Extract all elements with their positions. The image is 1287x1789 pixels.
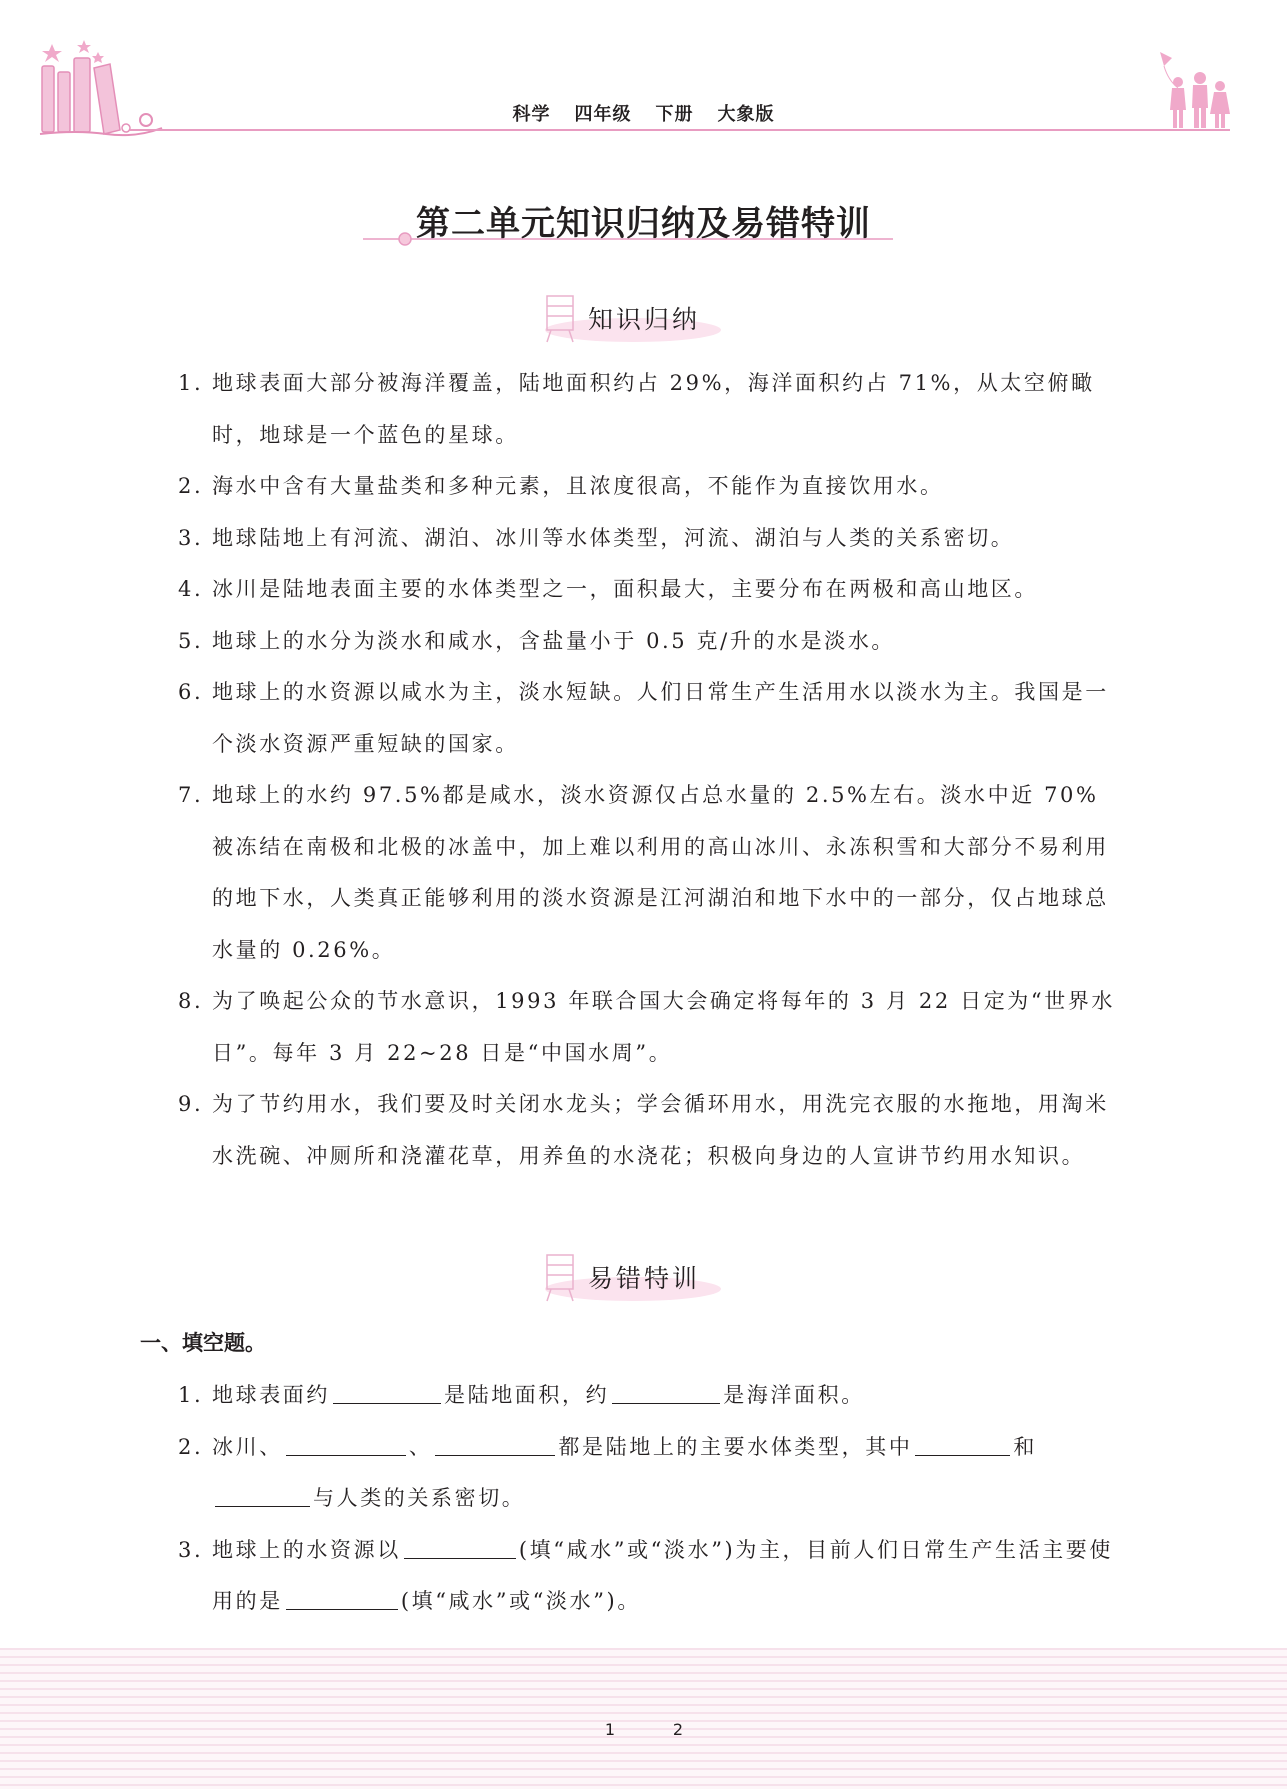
- item-number: 1.: [178, 371, 204, 395]
- item-number: 3.: [178, 525, 204, 550]
- answer-blank[interactable]: [915, 1433, 1010, 1456]
- page-number-right: 2: [672, 1720, 684, 1739]
- question-text: 、: [408, 1434, 433, 1459]
- practice-heading-block: [0, 1249, 1287, 1309]
- practice-heading: 易错特训: [588, 1264, 701, 1293]
- question-item: [178, 1422, 1118, 1525]
- list-item: [178, 564, 1118, 616]
- question-number: 3.: [178, 1537, 204, 1562]
- header-grade: 四年级: [574, 104, 632, 125]
- item-text: 地球表面大部分被海洋覆盖，陆地面积约占 29%，海洋面积约占 71%，从太空俯瞰时，地球是一个蓝色的星球。: [212, 371, 1095, 447]
- item-text: 为了唤起公众的节水意识，1993 年联合国大会确定将每年的 3 月 22 日定为“世界水日”。每年 3 月 22~28 日是“中国水周”。: [212, 989, 1116, 1065]
- item-number: 2.: [178, 474, 204, 498]
- title-underline: [363, 232, 893, 246]
- question-text: 是陆地面积，约: [444, 1383, 610, 1407]
- knowledge-list: [178, 358, 1118, 1182]
- question-number: 1.: [178, 1383, 204, 1407]
- page-header: [0, 0, 1287, 160]
- question-text: 地球表面约: [212, 1383, 330, 1407]
- question-text: (填“咸水”或“淡水”)。: [400, 1589, 641, 1613]
- practice-list: [178, 1370, 1118, 1628]
- item-number: 8.: [178, 989, 204, 1013]
- answer-blank[interactable]: [404, 1536, 516, 1559]
- list-item: [178, 770, 1118, 976]
- answer-blank[interactable]: [333, 1381, 441, 1404]
- answer-blank[interactable]: [286, 1433, 406, 1456]
- question-text: 地球上的水资源以: [212, 1537, 401, 1562]
- item-text: 冰川是陆地表面主要的水体类型之一，面积最大，主要分布在两极和高山地区。: [212, 577, 1038, 601]
- answer-blank[interactable]: [215, 1484, 310, 1507]
- item-number: 7.: [178, 783, 204, 807]
- list-item: [178, 616, 1118, 668]
- part-title: 一、填空题。: [140, 1331, 266, 1355]
- books-logo-icon: [36, 38, 166, 148]
- question-text: 冰川、: [212, 1434, 283, 1459]
- item-text: 地球上的水约 97.5%都是咸水，淡水资源仅占总水量的 2.5%左右。淡水中近 70%被冻结在南极和北极的冰盖中，加上难以利用的高山冰川、永冻积雪和大部分不易利用的地下水，人类真正能够利用的淡水资源是江河湖泊和地下水中的一部分，仅占地球总水量的 0.26%。: [212, 783, 1109, 962]
- page-number-left: 1: [604, 1720, 616, 1739]
- question-text: 和: [1013, 1434, 1038, 1459]
- question-text: 都是陆地上的主要水体类型，其中: [558, 1434, 913, 1459]
- header-divider: [130, 129, 1230, 131]
- list-item: [178, 976, 1118, 1079]
- children-kite-icon: [1138, 50, 1238, 130]
- list-item: [178, 461, 1118, 513]
- list-item: [178, 513, 1118, 565]
- header-text: [0, 100, 1287, 126]
- list-item: [178, 1079, 1118, 1182]
- header-edition: 大象版: [717, 104, 775, 125]
- question-item: [178, 1525, 1118, 1628]
- footer-background: [0, 1648, 1287, 1789]
- list-item: [178, 667, 1118, 770]
- header-subject: 科学: [512, 104, 551, 125]
- item-number: 6.: [178, 680, 204, 704]
- question-number: 2.: [178, 1434, 204, 1459]
- answer-blank[interactable]: [612, 1381, 720, 1404]
- question-item: [178, 1370, 1118, 1422]
- item-number: 5.: [178, 628, 204, 653]
- question-text: (填“咸水”或“淡水”)为主，目前人们日常生产生活主要使用的是: [212, 1537, 1113, 1613]
- knowledge-heading: 知识归纳: [588, 305, 701, 334]
- list-item: [178, 358, 1118, 461]
- page-title: 第二单元知识归纳及易错特训: [416, 204, 871, 244]
- knowledge-heading-block: [0, 290, 1287, 350]
- item-text: 地球上的水资源以咸水为主，淡水短缺。人们日常生产生活用水以淡水为主。我国是一个淡水资源严重短缺的国家。: [212, 680, 1109, 756]
- header-volume: 下册: [655, 104, 694, 125]
- item-text: 海水中含有大量盐类和多种元素，且浓度很高，不能作为直接饮用水。: [212, 474, 944, 498]
- answer-blank[interactable]: [286, 1587, 398, 1610]
- item-text: 地球上的水分为淡水和咸水，含盐量小于 0.5 克/升的水是淡水。: [212, 628, 896, 653]
- item-number: 4.: [178, 577, 204, 601]
- item-number: 9.: [178, 1092, 204, 1116]
- answer-blank[interactable]: [435, 1433, 555, 1456]
- question-text: 是海洋面积。: [723, 1383, 865, 1407]
- question-text: 与人类的关系密切。: [313, 1486, 526, 1510]
- item-text: 为了节约用水，我们要及时关闭水龙头；学会循环用水，用洗完衣服的水拖地，用淘米水洗碗、冲厕所和浇灌花草，用养鱼的水浇花；积极向身边的人宣讲节约用水知识。: [212, 1092, 1109, 1168]
- item-text: 地球陆地上有河流、湖泊、冰川等水体类型，河流、湖泊与人类的关系密切。: [212, 525, 1015, 550]
